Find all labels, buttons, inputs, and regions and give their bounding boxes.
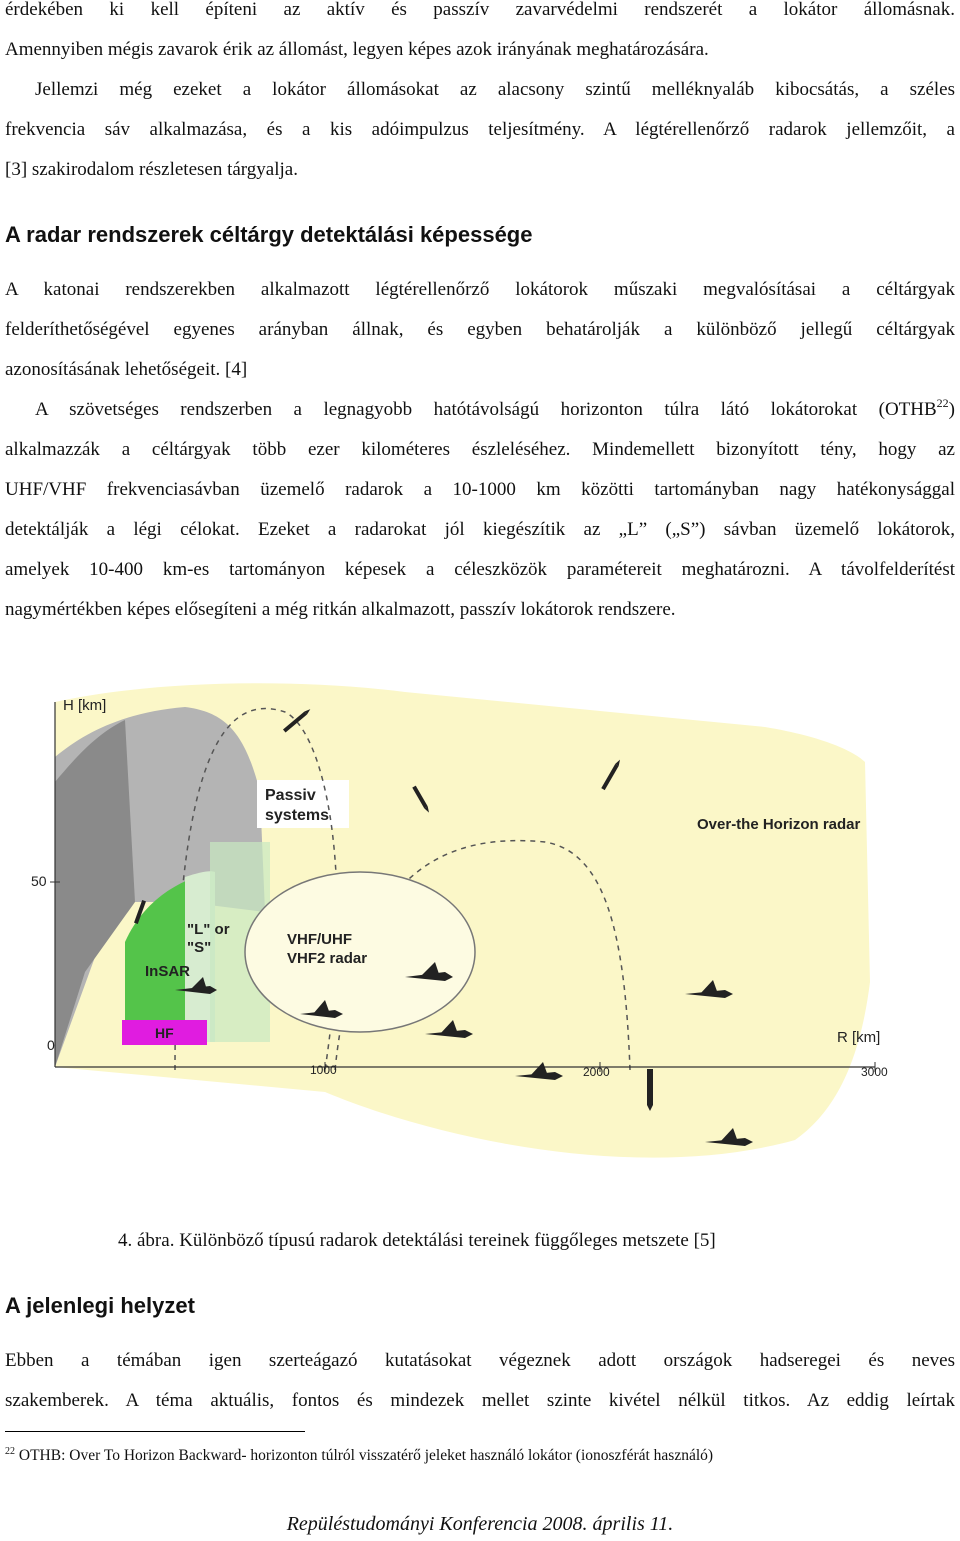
text-line: A katonai rendszerekben alkalmazott légtérellenőrző lokátorok műszaki megvalósításai a céltárgyak	[5, 279, 955, 300]
text-line: alkalmazzák a céltárgyak több ezer kilométeres észleléséhez. Mindemellett bizonyított tény, hogy az	[5, 439, 955, 460]
x-tick-label: 3000	[861, 1065, 888, 1079]
text-segment: A szövetséges rendszerben a legnagyobb hatótávolságú horizonton túlra látó lokátorokat (OTHB	[35, 399, 937, 420]
missile-icon	[647, 1069, 653, 1111]
text-line: amelyek 10-400 km-es tartományon képesek a céleszközök paramétereit meghatározni. A távolfelderítést	[5, 559, 955, 580]
y-tick-label: 50	[31, 873, 47, 889]
ls-label: "S"	[187, 939, 212, 956]
insar-label: InSAR	[145, 963, 190, 980]
detection-paragraph-2	[5, 390, 955, 630]
footnote	[5, 1440, 955, 1468]
text-line: detektálják a légi célokat. Ezeket a radarokat jól kiegészítik az „L” („S”) sávban üzemelő lokátorok,	[5, 519, 955, 540]
x-tick-label: 2000	[583, 1065, 610, 1079]
text-line: nagymértékben képes elősegíteni a még ritkán alkalmazott, passzív lokátorok rendszere.	[5, 599, 676, 620]
footnote-separator	[5, 1431, 305, 1432]
text-line: Amennyiben mégis zavarok érik az állomást, legyen képes azok irányának meghatározására.	[5, 39, 709, 60]
text-line: felderíthetőségével egyenes arányban állnak, és egyben behatárolják a különböző jellegű céltárgyak	[5, 319, 955, 340]
vhf-label: VHF/UHF	[287, 931, 352, 948]
detection-paragraph-1	[5, 270, 955, 390]
current-state-paragraph	[5, 1341, 955, 1421]
oth-label: Over-the Horizon radar	[697, 816, 861, 833]
hf-label: HF	[155, 1025, 174, 1041]
section-heading-detection: A radar rendszerek céltárgy detektálási képessége	[5, 222, 533, 247]
ls-label: "L" or	[187, 921, 230, 938]
text-line: azonosításának lehetőségeit. [4]	[5, 359, 248, 380]
text-line	[5, 390, 955, 430]
passive-label: systems	[265, 807, 330, 824]
text-line: UHF/VHF frekvenciasávban üzemelő radarok a 10-1000 km közötti tartományban nagy hatékonysággal	[5, 479, 955, 500]
figure-caption: 4. ábra. Különböző típusú radarok detektálási tereinek függőleges metszete [5]	[118, 1230, 716, 1251]
x-axis-label: R [km]	[837, 1029, 881, 1046]
footnote-text: OTHB: Over To Horizon Backward- horizonton túlról visszatérő jeleket használó lokátor (ionoszférát használó)	[18, 1447, 714, 1465]
radar-coverage-diagram	[25, 672, 960, 1202]
y-tick-label: 0	[47, 1037, 55, 1053]
y-axis-label: H [km]	[63, 697, 107, 714]
text-line: [3] szakirodalom részletesen tárgyalja.	[5, 159, 298, 180]
intro-paragraph	[5, 0, 955, 190]
radar-coverage-figure	[25, 672, 960, 1202]
footnote-reference[interactable]: 22	[936, 396, 949, 410]
text-line: Ebben a témában igen szerteágazó kutatásokat végeznek adott országok hadseregei és neves	[5, 1350, 955, 1371]
text-line: Jellemzi még ezeket a lokátor állomásokat az alacsony szintű melléknyaláb kibocsátás, a széles	[35, 79, 955, 100]
x-tick-label: 1000	[310, 1063, 337, 1077]
section-heading-current-state: A jelenlegi helyzet	[5, 1293, 195, 1318]
passive-label: Passiv	[265, 787, 316, 804]
vhf-label: VHF2 radar	[287, 950, 368, 967]
text-line: szakemberek. A téma aktuális, fontos és mindezek mellet szinte kivétel nélkül titkos. Az eddig leírtak	[5, 1390, 955, 1411]
footnote-marker: 22	[5, 1446, 15, 1457]
page-footer: Repüléstudományi Konferencia 2008. április 11.	[286, 1513, 674, 1535]
text-segment: )	[948, 399, 955, 420]
text-line: érdekében ki kell építeni az aktív és passzív zavarvédelmi rendszerét a lokátor állomásnak.	[5, 0, 955, 20]
text-line: frekvencia sáv alkalmazása, és a kis adóimpulzus teljesítmény. A légtérellenőrző radarok jellemzőit, a	[5, 119, 955, 140]
